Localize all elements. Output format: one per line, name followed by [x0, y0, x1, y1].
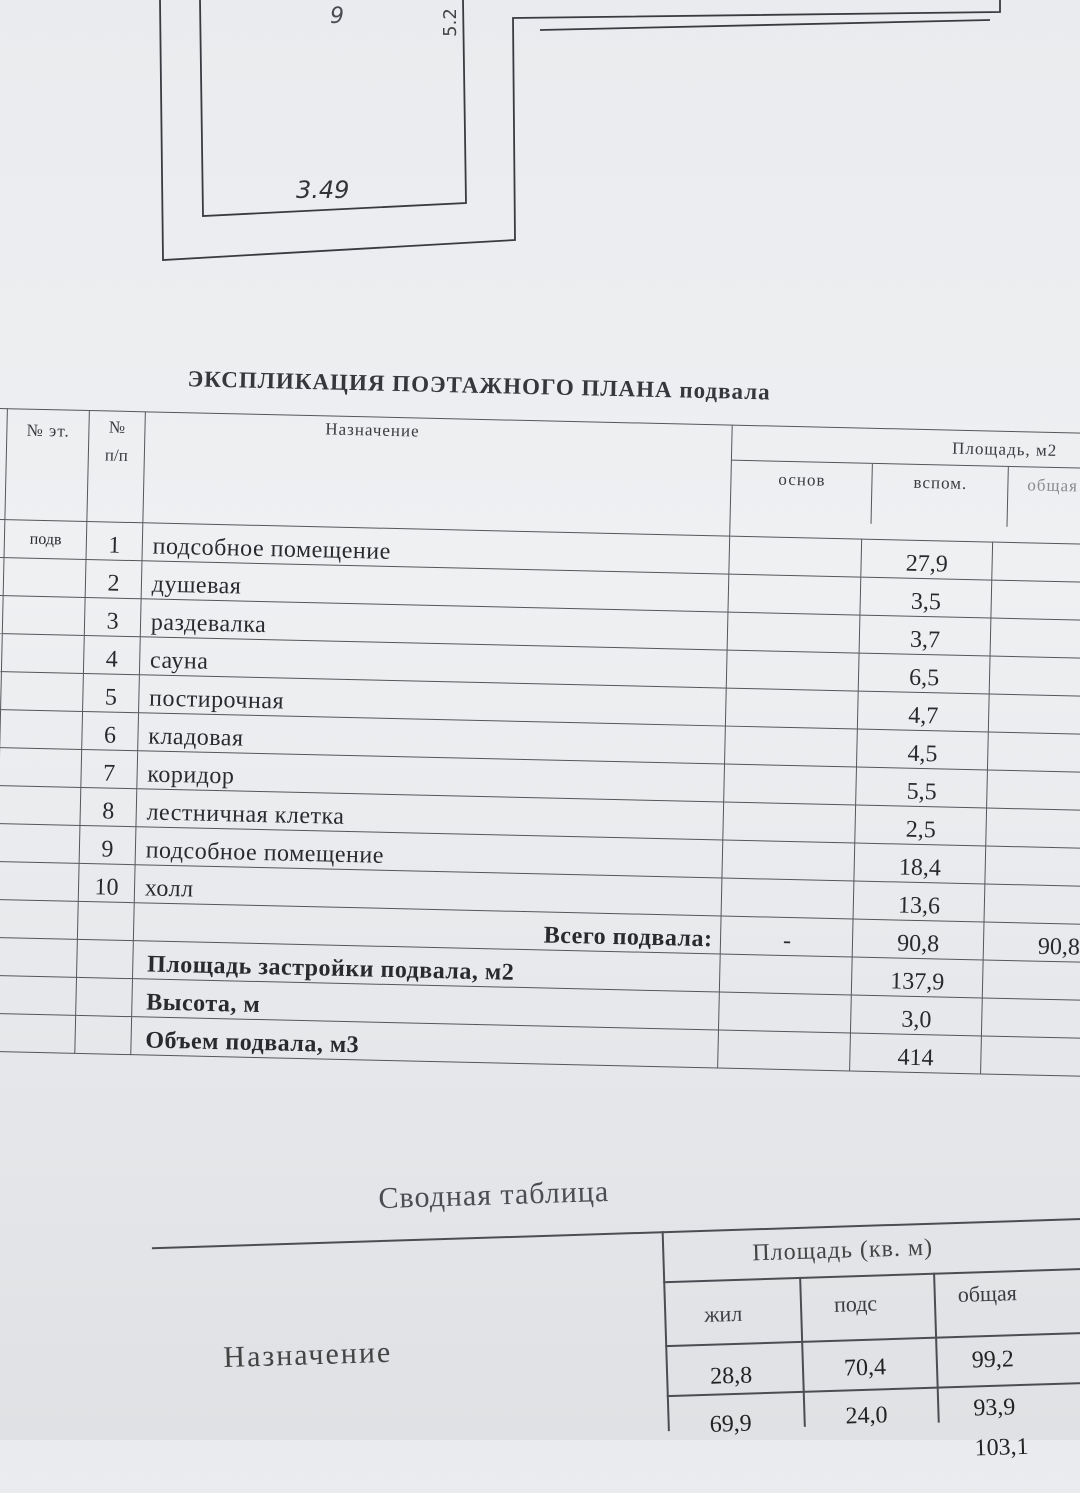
row-purpose: коридор	[137, 751, 725, 802]
total-main: -	[721, 916, 854, 957]
total-total: 90,8	[983, 922, 1080, 962]
summary-area-rule	[663, 1268, 1080, 1283]
row-number: 2	[85, 560, 141, 599]
header-main: основ	[731, 461, 873, 524]
explication-section	[0, 360, 1080, 1074]
row-main	[722, 840, 855, 881]
row-total	[992, 542, 1080, 582]
row-main	[728, 612, 861, 653]
row-floor	[3, 558, 86, 598]
row-floor	[0, 786, 81, 826]
summary-partial-value: 103,1	[974, 1433, 1029, 1462]
explication-title	[187, 366, 771, 405]
row-floor	[2, 634, 85, 674]
row-floor	[0, 824, 80, 864]
header-floor	[5, 409, 89, 522]
row-main	[729, 536, 862, 577]
row-total	[989, 656, 1080, 696]
explication-title-text: ЭКСПЛИКАЦИЯ ПОЭТАЖНОГО ПЛАНА подвала	[187, 366, 771, 405]
header-number-line1: №	[108, 417, 126, 437]
row-total	[987, 732, 1080, 772]
summary-r2-total: 93,9	[972, 1394, 1016, 1422]
row-main	[727, 650, 860, 691]
header-purpose	[143, 412, 733, 536]
summary-area-header: Площадь (кв. м)	[751, 1234, 934, 1267]
row-purpose: кладовая	[137, 713, 725, 764]
total-aux: 90,8	[853, 919, 984, 960]
row-main	[726, 688, 859, 729]
summary-r1-aux: 70,4	[843, 1354, 887, 1382]
row-total	[986, 808, 1080, 848]
plan-bottom-dimension: 3.49	[296, 176, 350, 204]
total-label: Всего подвала:	[133, 903, 721, 954]
row-floor	[1, 672, 84, 712]
row-aux: 3,7	[860, 615, 991, 656]
row-purpose: постирочная	[138, 675, 726, 726]
height-label: Высота, м	[131, 979, 719, 1030]
row-number: 6	[82, 711, 138, 750]
row-total	[986, 770, 1080, 810]
row-purpose: подсобное помещение	[142, 523, 730, 574]
footprint-label: Площадь застройки подвала, м2	[132, 941, 720, 992]
header-area: Площадь, м2	[732, 426, 1080, 469]
row-aux: 2,5	[855, 805, 986, 846]
summary-r2-aux: 24,0	[845, 1402, 888, 1430]
header-floor-text: № эт.	[26, 420, 70, 441]
row-main	[728, 574, 861, 615]
plan-side-dimension: 5.2	[439, 8, 461, 37]
row-aux: 3,5	[860, 577, 991, 618]
row-total	[990, 618, 1080, 658]
row-purpose: сауна	[139, 637, 727, 688]
summary-col-living: жил	[703, 1300, 743, 1327]
row-floor	[0, 862, 79, 902]
row-floor	[0, 748, 82, 788]
summary-row-rule-1	[665, 1332, 1080, 1347]
row-number: 1	[86, 522, 142, 561]
summary-vline-1	[662, 1231, 670, 1431]
row-floor: подв	[4, 520, 87, 560]
floor-plan-sketch	[0, 0, 1080, 300]
explication-rows	[0, 519, 1080, 924]
header-total: общая	[1027, 475, 1079, 496]
height-value: 3,0	[851, 995, 982, 1036]
summary-title: Сводная таблица	[377, 1174, 610, 1216]
row-floor	[3, 596, 86, 636]
row-number: 7	[81, 749, 137, 788]
row-aux: 27,9	[861, 539, 992, 580]
row-total	[988, 694, 1080, 734]
summary-col-total: общая	[957, 1280, 1018, 1307]
summary-section	[0, 1156, 1080, 1462]
row-aux: 4,7	[858, 691, 989, 732]
row-main	[725, 726, 858, 767]
row-aux: 6,5	[859, 653, 990, 694]
row-purpose: подсобное помещение	[135, 827, 723, 878]
row-aux: 13,6	[853, 881, 984, 922]
plan-wall-top	[540, 20, 990, 30]
row-main	[723, 802, 856, 843]
row-total	[984, 884, 1080, 924]
row-purpose: холл	[134, 865, 722, 916]
summary-vline-2	[799, 1277, 805, 1427]
row-total	[991, 580, 1080, 620]
row-total	[985, 846, 1080, 886]
summary-top-rule	[152, 1218, 1080, 1249]
summary-r1-total: 99,2	[971, 1346, 1015, 1374]
row-main	[722, 878, 855, 919]
header-number	[87, 411, 145, 523]
header-number-line2: п/п	[104, 445, 129, 465]
row-main	[724, 764, 857, 805]
header-aux: вспом.	[872, 464, 1009, 527]
header-area-subcols	[731, 461, 1080, 529]
row-number: 10	[78, 863, 134, 902]
volume-label: Объем подвала, м3	[131, 1017, 719, 1068]
summary-r2-living: 69,9	[709, 1410, 753, 1438]
row-number: 3	[85, 597, 141, 636]
summary-purpose-header: Назначение	[222, 1335, 393, 1375]
plan-outer-wall	[160, 0, 1000, 260]
volume-value: 414	[850, 1033, 981, 1074]
summary-col-aux: подс	[833, 1290, 878, 1317]
row-aux: 4,5	[857, 729, 988, 770]
row-floor	[0, 710, 83, 750]
row-aux: 5,5	[856, 767, 987, 808]
row-aux: 18,4	[854, 843, 985, 884]
row-purpose: раздевалка	[140, 599, 728, 650]
row-number: 9	[79, 825, 135, 864]
header-area-group	[730, 425, 1080, 544]
row-purpose: лестничная клетка	[136, 789, 724, 840]
summary-vline-3	[933, 1273, 939, 1423]
row-purpose: душевая	[141, 561, 729, 612]
explication-table	[0, 408, 1080, 1077]
plan-room-number: 9	[330, 4, 344, 29]
footprint-value: 137,9	[852, 957, 983, 998]
row-number: 8	[80, 787, 136, 826]
summary-r1-living: 28,8	[709, 1362, 753, 1390]
header-purpose-text: Назначение	[325, 419, 420, 441]
row-number: 4	[84, 635, 140, 674]
row-number: 5	[83, 673, 139, 712]
